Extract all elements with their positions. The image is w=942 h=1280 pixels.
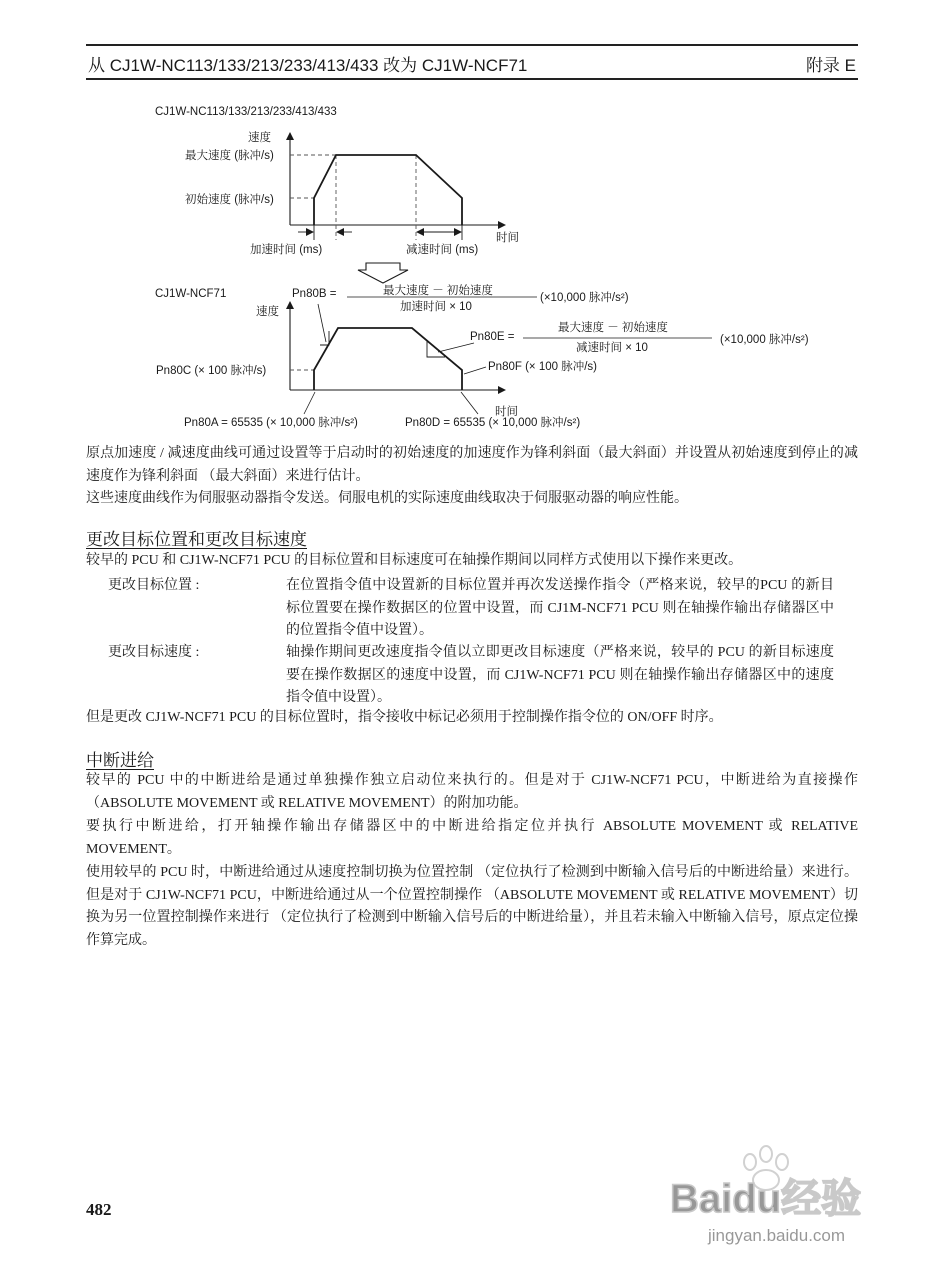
top-max-speed-label: 最大速度 (脉冲/s) <box>185 150 274 162</box>
top-model-label: CJ1W-NC113/133/213/233/413/433 <box>155 106 337 118</box>
section1-intro: 较早的 PCU 和 CJ1W-NCF71 PCU 的目标位置和目标速度可在轴操作期间以同样方式使用以下操作来更改。 <box>86 553 743 568</box>
conversion-down-arrow <box>358 263 408 283</box>
speed-curve-diagrams <box>0 90 942 435</box>
pn80d-label: Pn80D = 65535 (× 10,000 脉冲/s²) <box>405 417 581 429</box>
pn80b-numerator: 最大速度 － 初始速度 <box>383 285 493 297</box>
pn80f-label: Pn80F (× 100 脉冲/s) <box>488 361 597 373</box>
section-heading-interrupt-feed: 中断进给 <box>86 751 154 770</box>
top-accel-time-label: 加速时间 (ms) <box>250 244 323 256</box>
bottom-speed-profile <box>314 328 462 390</box>
pn80a-leader-line <box>304 392 315 414</box>
header-appendix-label: 附录 E <box>805 56 856 75</box>
change-target-speed-label: 更改目标速度 : <box>108 645 200 660</box>
change-target-speed-text: 轴操作期间更改速度指令值以立即更改目标速度（严格来说，较早的 PCU 的新目标速度要在操作数据区的速度中设置，而 CJ1W-NCF71 PCU 则在轴操作输出存储器区中的速度指令值中设置）。 <box>286 645 834 705</box>
bottom-x-axis-label: 时间 <box>495 406 518 418</box>
pn80e-leader-line <box>438 343 474 352</box>
change-target-position-label: 更改目标位置 : <box>108 578 200 593</box>
section-heading-change-target: 更改目标位置和更改目标速度 <box>86 530 307 549</box>
change-target-position-text: 在位置指令值中设置新的目标位置并再次发送操作指令（严格来说，较早的PCU 的新目标位置要在操作数据区的位置中设置，而 CJ1M-NCF71 PCU 则在轴操作输出存储器区中的位置指令值中设置）。 <box>286 578 834 638</box>
pn80b-label: Pn80B = <box>292 288 337 300</box>
baidu-watermark <box>650 1140 900 1250</box>
intro-paragraph-1: 原点加速度 / 减速度曲线可通过设置等于启动时的初始速度的加速度作为锋利斜面（最大斜面）并设置从初始速度到停止的减速度作为锋利斜面 （最大斜面）来进行估计。 <box>86 446 858 484</box>
pn80b-denominator: 加速时间 × 10 <box>400 301 472 313</box>
pn80e-label: Pn80E = <box>470 331 515 343</box>
intro-paragraph-2: 这些速度曲线作为伺服驱动器指令发送。伺服电机的实际速度曲线取决于伺服驱动器的响应性能。 <box>86 491 688 506</box>
bottom-y-axis-label: 速度 <box>256 306 279 318</box>
page-number: 482 <box>86 1200 112 1219</box>
top-decel-time-label: 减速时间 (ms) <box>406 244 479 256</box>
pn80a-label: Pn80A = 65535 (× 10,000 脉冲/s²) <box>184 417 358 429</box>
watermark-url: jingyan.baidu.com <box>708 1226 846 1245</box>
top-x-axis-label: 时间 <box>496 232 519 244</box>
section2-paragraph-3: 使用较早的 PCU 时，中断进给通过从速度控制切换为位置控制 （定位执行了检测到中断输入信号后的中断进给量）来进行。但是对于 CJ1W-NCF71 PCU，中断进给通过从一个位置控制操作 （ABSOLUTE MOVEMENT 或 RELATIVE MOVEMENT）切换为另一位置控制操作来进行 （定位执行了检测到中断输入信号后的中断进给量），并且若未输入中断输入信号，原点定位操作算完成。 <box>86 865 858 948</box>
pn80f-leader-line <box>464 367 486 374</box>
top-y-axis-label: 速度 <box>248 132 271 144</box>
header-title: 从 CJ1W-NC113/133/213/233/413/433 改为 CJ1W-NCF71 <box>88 56 528 75</box>
pn80e-denominator: 减速时间 × 10 <box>576 342 648 354</box>
page-header <box>86 44 858 80</box>
section2-paragraph-1: 较早的 PCU 中的中断进给是通过单独操作独立启动位来执行的。但是对于 CJ1W-NCF71 PCU，中断进给为直接操作 （ABSOLUTE MOVEMENT 或 RELATIVE MOVEMENT）的附加功能。 <box>86 773 858 811</box>
top-initial-speed-label: 初始速度 (脉冲/s) <box>185 194 274 206</box>
section1-note: 但是更改 CJ1W-NCF71 PCU 的目标位置时，指令接收中标记必须用于控制操作指令位的 ON/OFF 时序。 <box>86 710 723 725</box>
section2-paragraph-2: 要执行中断进给，打开轴操作输出存储器区中的中断进给指定位并执行 ABSOLUTE MOVEMENT 或 RELATIVE MOVEMENT。 <box>86 819 858 857</box>
pn80b-unit: (×10,000 脉冲/s²) <box>540 292 629 304</box>
pn80e-unit: (×10,000 脉冲/s²) <box>720 334 809 346</box>
pn80c-label: Pn80C (× 100 脉冲/s) <box>156 365 267 377</box>
pn80b-leader-line <box>318 304 326 342</box>
watermark-brand: Baidu经验 <box>670 1177 862 1221</box>
pn80d-leader-line <box>461 392 478 414</box>
bottom-model-label: CJ1W-NCF71 <box>155 288 227 300</box>
pn80e-numerator: 最大速度 － 初始速度 <box>558 322 668 334</box>
